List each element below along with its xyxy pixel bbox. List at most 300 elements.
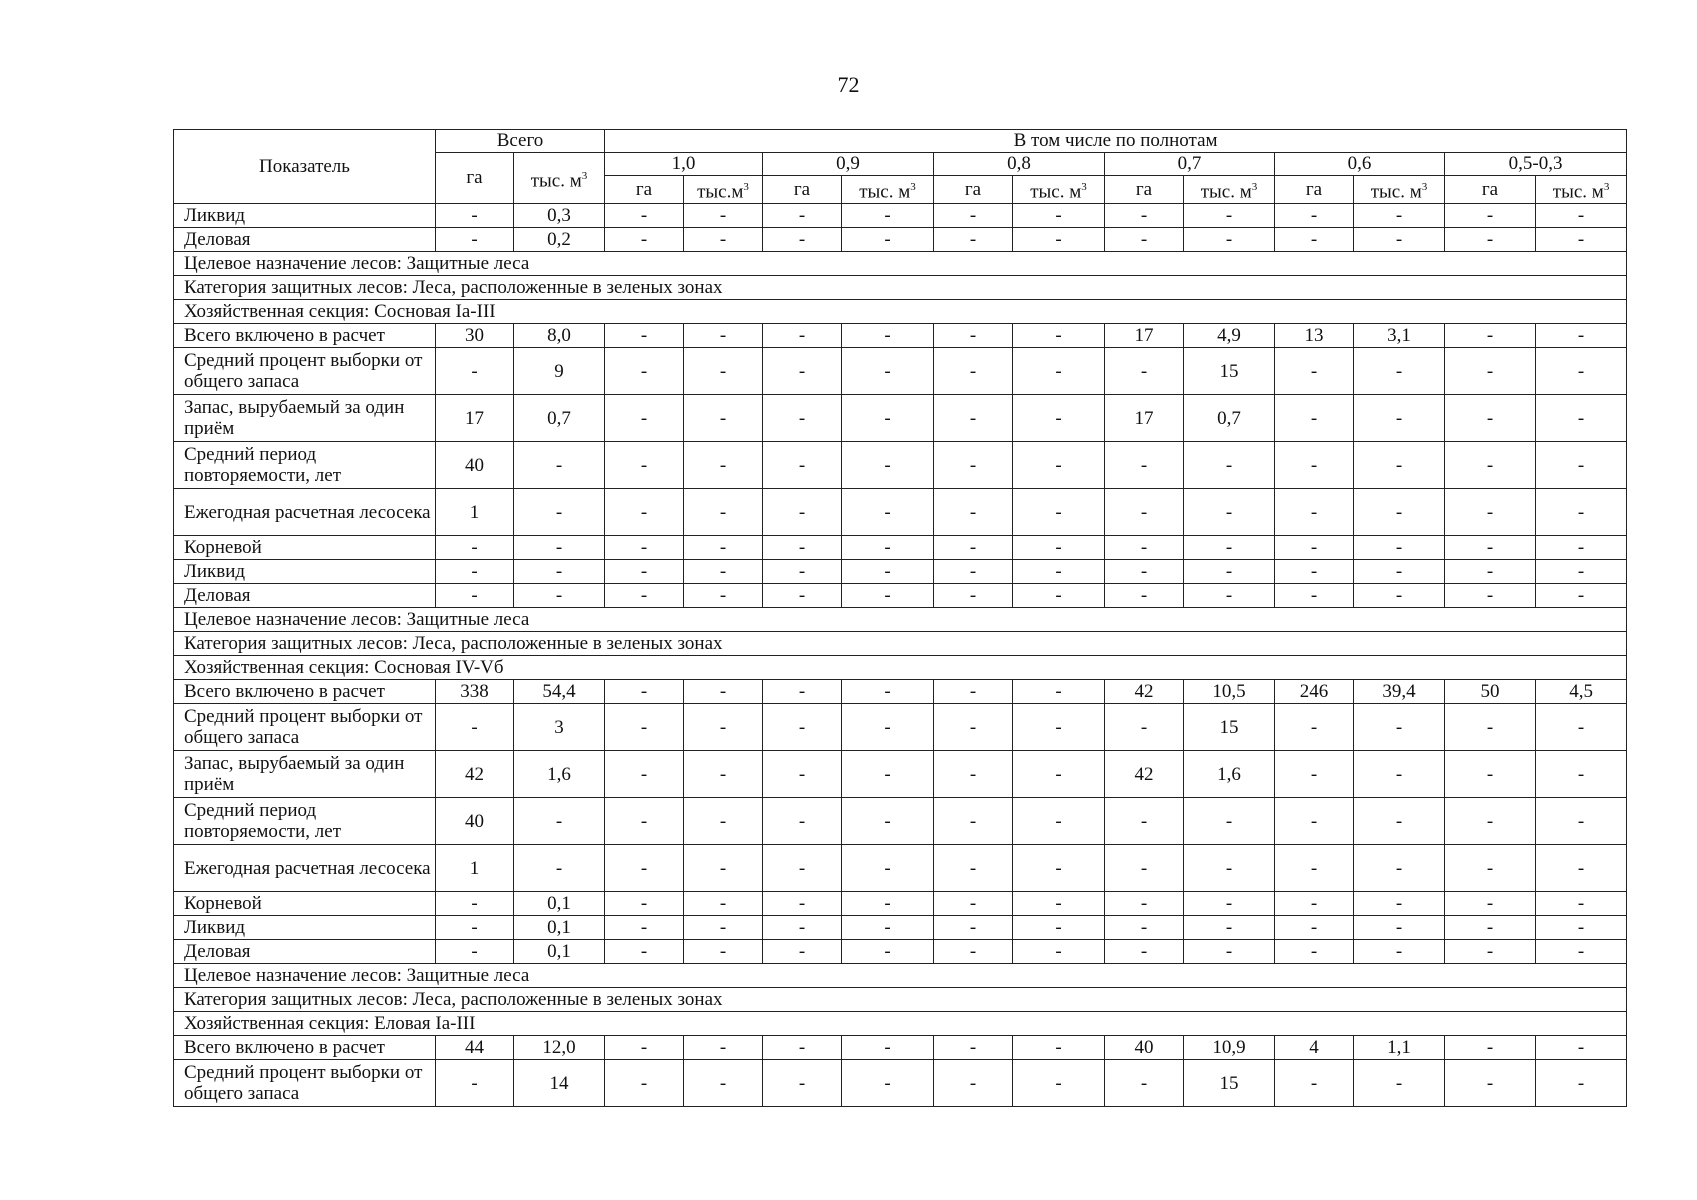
table-cell: 12,0 (514, 1036, 605, 1060)
table-body (174, 204, 1627, 1107)
table-cell: - (1275, 348, 1354, 395)
table-cell: - (1105, 348, 1184, 395)
table-cell: - (1445, 1060, 1536, 1107)
table-cell: - (1105, 442, 1184, 489)
row-label: Ликвид (174, 916, 436, 940)
table-cell: - (1105, 798, 1184, 845)
table-cell: 30 (436, 324, 514, 348)
table-cell: - (1445, 442, 1536, 489)
header-unit-volume: тыс. $м^3$ (1184, 176, 1275, 204)
table-cell: - (842, 324, 934, 348)
section-label: Категория защитных лесов: Леса, расположенные в зеленых зонах (174, 632, 1627, 656)
table-cell: - (763, 395, 842, 442)
section-row (174, 632, 1627, 656)
table-cell: - (842, 560, 934, 584)
table-cell: - (1275, 584, 1354, 608)
table-cell: - (934, 916, 1013, 940)
table-cell: - (1536, 228, 1627, 252)
table-cell: - (763, 584, 842, 608)
row-label: Ежегодная расчетная лесосека (174, 845, 436, 892)
table-cell: - (1184, 560, 1275, 584)
table-row (174, 536, 1627, 560)
table-cell: 3 (514, 704, 605, 751)
table-cell: - (605, 680, 684, 704)
table-cell: - (1354, 348, 1445, 395)
table-row (174, 1036, 1627, 1060)
table-row (174, 228, 1627, 252)
table-cell: - (605, 560, 684, 584)
table-cell: - (1275, 395, 1354, 442)
table-cell: 9 (514, 348, 605, 395)
table-cell: - (763, 560, 842, 584)
table-cell: - (842, 536, 934, 560)
table-cell: - (1445, 892, 1536, 916)
header-density-1-0: 1,0 (605, 153, 763, 176)
table-cell: - (842, 204, 934, 228)
header-unit-volume: $тыс.м^3$ (684, 176, 763, 204)
table-row (174, 704, 1627, 751)
table-cell: - (1445, 560, 1536, 584)
table-cell: - (1536, 442, 1627, 489)
table-cell: - (436, 892, 514, 916)
table-cell: - (842, 704, 934, 751)
table-cell: - (1354, 845, 1445, 892)
row-label: Всего включено в расчет (174, 680, 436, 704)
table-cell: - (763, 1036, 842, 1060)
section-label: Хозяйственная секция: Еловая Ia-III (174, 1012, 1627, 1036)
table-cell: - (1275, 228, 1354, 252)
header-density-0-8: 0,8 (934, 153, 1105, 176)
table-cell: - (1105, 584, 1184, 608)
table-cell: - (514, 798, 605, 845)
table-cell: - (934, 798, 1013, 845)
table-cell: - (1013, 704, 1105, 751)
table-cell: - (934, 489, 1013, 536)
table-cell: - (842, 228, 934, 252)
table-cell: - (1536, 560, 1627, 584)
table-cell: - (842, 940, 934, 964)
table-cell: - (605, 845, 684, 892)
table-cell: - (436, 1060, 514, 1107)
table-row (174, 584, 1627, 608)
table-cell: - (1445, 324, 1536, 348)
table-cell: - (436, 560, 514, 584)
table-cell: 13 (1275, 324, 1354, 348)
table-cell: - (1184, 845, 1275, 892)
row-label: Деловая (174, 940, 436, 964)
table-header (174, 130, 1627, 204)
table-cell: - (514, 560, 605, 584)
forest-calculation-table (173, 129, 1627, 1107)
table-cell: - (1105, 892, 1184, 916)
table-cell: - (1013, 489, 1105, 536)
table-row (174, 442, 1627, 489)
header-density-group: В том числе по полнотам (605, 130, 1627, 153)
table-cell: - (1013, 1060, 1105, 1107)
table-cell: - (436, 940, 514, 964)
table-cell: - (605, 798, 684, 845)
table-cell: 1,6 (1184, 751, 1275, 798)
table-cell: - (1536, 395, 1627, 442)
table-cell: - (1105, 1060, 1184, 1107)
table-cell: - (1275, 751, 1354, 798)
table-cell: - (514, 584, 605, 608)
row-label: Средний процент выборки от общего запаса (174, 704, 436, 751)
table-cell: - (763, 704, 842, 751)
table-cell: - (842, 395, 934, 442)
table-cell: 17 (436, 395, 514, 442)
table-cell: - (934, 584, 1013, 608)
table-cell: - (842, 584, 934, 608)
table-cell: - (1354, 1060, 1445, 1107)
table-cell: - (1354, 751, 1445, 798)
table-cell: 42 (436, 751, 514, 798)
table-cell: - (684, 892, 763, 916)
header-unit-volume: тыс. $м^3$ (1354, 176, 1445, 204)
table-cell: - (436, 704, 514, 751)
table-cell: - (514, 489, 605, 536)
table-cell: - (763, 845, 842, 892)
table-row (174, 489, 1627, 536)
table-cell: - (1184, 489, 1275, 536)
header-total: Всего (436, 130, 605, 153)
table-cell: 10,5 (1184, 680, 1275, 704)
row-label: Всего включено в расчет (174, 1036, 436, 1060)
table-cell: - (1354, 395, 1445, 442)
table-cell: 17 (1105, 395, 1184, 442)
table-cell: - (1013, 228, 1105, 252)
table-cell: - (1013, 1036, 1105, 1060)
table-cell: - (1536, 1060, 1627, 1107)
table-cell: - (1105, 489, 1184, 536)
table-cell: - (763, 892, 842, 916)
table-cell: - (1445, 204, 1536, 228)
table-cell: 44 (436, 1036, 514, 1060)
table-cell: - (436, 584, 514, 608)
row-label: Ликвид (174, 560, 436, 584)
table-cell: 15 (1184, 1060, 1275, 1107)
table-cell: - (605, 1036, 684, 1060)
table-cell: 50 (1445, 680, 1536, 704)
table-cell: - (1536, 892, 1627, 916)
table-cell: 40 (436, 798, 514, 845)
table-cell: - (934, 324, 1013, 348)
table-cell: - (934, 1036, 1013, 1060)
table-cell: - (1536, 798, 1627, 845)
row-label: Всего включено в расчет (174, 324, 436, 348)
table-cell: - (934, 560, 1013, 584)
table-cell: - (684, 940, 763, 964)
table-cell: 0,1 (514, 940, 605, 964)
table-cell: - (934, 442, 1013, 489)
table-cell: - (1536, 536, 1627, 560)
table-cell: - (1013, 798, 1105, 845)
table-cell: - (1105, 704, 1184, 751)
table-cell: - (1013, 204, 1105, 228)
table-cell: - (1105, 228, 1184, 252)
table-cell: - (842, 845, 934, 892)
table-cell: - (1184, 940, 1275, 964)
table-cell: 17 (1105, 324, 1184, 348)
table-row (174, 348, 1627, 395)
header-indicator: Показатель (174, 130, 436, 204)
table-cell: - (1536, 916, 1627, 940)
table-cell: - (605, 395, 684, 442)
table-cell: - (605, 584, 684, 608)
table-row (174, 680, 1627, 704)
table-cell: - (1536, 584, 1627, 608)
table-cell: - (1275, 798, 1354, 845)
table-cell: 1 (436, 845, 514, 892)
table-cell: - (1184, 892, 1275, 916)
table-cell: - (1354, 442, 1445, 489)
table-cell: - (1445, 751, 1536, 798)
table-cell: - (684, 536, 763, 560)
section-row (174, 252, 1627, 276)
table-cell: 14 (514, 1060, 605, 1107)
header-unit-ha: га (1275, 176, 1354, 204)
table-cell: - (605, 442, 684, 489)
table-cell: - (514, 536, 605, 560)
header-density-0-5-0-3: 0,5-0,3 (1445, 153, 1627, 176)
table-cell: - (1536, 1036, 1627, 1060)
section-label: Целевое назначение лесов: Защитные леса (174, 964, 1627, 988)
table-row (174, 1060, 1627, 1107)
table-cell: - (842, 798, 934, 845)
table-cell: - (763, 204, 842, 228)
table-cell: - (763, 751, 842, 798)
table-cell: - (684, 704, 763, 751)
table-cell: - (1445, 489, 1536, 536)
table-cell: - (605, 228, 684, 252)
header-density-0-9: 0,9 (763, 153, 934, 176)
table-cell: - (684, 204, 763, 228)
table-cell: - (605, 536, 684, 560)
table-cell: - (684, 584, 763, 608)
table-cell: - (1275, 204, 1354, 228)
header-density-0-7: 0,7 (1105, 153, 1275, 176)
table-cell: - (1184, 204, 1275, 228)
section-row (174, 608, 1627, 632)
table-cell: - (1536, 845, 1627, 892)
table-cell: 1,1 (1354, 1036, 1445, 1060)
table-cell: - (1184, 798, 1275, 845)
table-cell: - (934, 348, 1013, 395)
table-cell: - (684, 1036, 763, 1060)
table-cell: - (684, 680, 763, 704)
table-cell: - (934, 940, 1013, 964)
table-cell: - (1536, 204, 1627, 228)
row-label: Средний процент выборки от общего запаса (174, 348, 436, 395)
section-label: Хозяйственная секция: Сосновая Ia-III (174, 300, 1627, 324)
table-cell: - (763, 916, 842, 940)
section-row (174, 1012, 1627, 1036)
table-cell: - (1275, 536, 1354, 560)
row-label: Ликвид (174, 204, 436, 228)
row-label: Деловая (174, 584, 436, 608)
table-cell: - (763, 489, 842, 536)
section-label: Целевое назначение лесов: Защитные леса (174, 252, 1627, 276)
table-cell: - (436, 916, 514, 940)
table-cell: - (1354, 798, 1445, 845)
section-row (174, 964, 1627, 988)
table-cell: - (934, 228, 1013, 252)
table-cell: - (605, 348, 684, 395)
table-cell: 42 (1105, 680, 1184, 704)
table-cell: - (1013, 536, 1105, 560)
table-cell: 3,1 (1354, 324, 1445, 348)
table-cell: - (605, 892, 684, 916)
table-cell: - (1536, 324, 1627, 348)
table-cell: - (1354, 560, 1445, 584)
table-row (174, 560, 1627, 584)
table-cell: 4,5 (1536, 680, 1627, 704)
header-unit-ha: га (605, 176, 684, 204)
table-cell: - (1013, 892, 1105, 916)
table-cell: - (934, 1060, 1013, 1107)
table-cell: - (1536, 940, 1627, 964)
table-cell: - (842, 751, 934, 798)
table-cell: - (684, 916, 763, 940)
table-cell: 1,6 (514, 751, 605, 798)
table-cell: - (842, 916, 934, 940)
section-row (174, 276, 1627, 300)
table-cell: - (1013, 845, 1105, 892)
table-cell: - (1013, 584, 1105, 608)
table-cell: - (934, 395, 1013, 442)
table-cell: - (605, 751, 684, 798)
table-cell: 4,9 (1184, 324, 1275, 348)
table-cell: - (1354, 916, 1445, 940)
table-cell: - (763, 798, 842, 845)
table-cell: - (842, 892, 934, 916)
table-row (174, 845, 1627, 892)
table-row (174, 892, 1627, 916)
table-cell: - (684, 395, 763, 442)
table-cell: - (1354, 584, 1445, 608)
table-cell: - (1105, 536, 1184, 560)
table-cell: - (684, 1060, 763, 1107)
row-label: Деловая (174, 228, 436, 252)
table-cell: 246 (1275, 680, 1354, 704)
row-label: Средний процент выборки от общего запаса (174, 1060, 436, 1107)
table-cell: - (1445, 536, 1536, 560)
table-cell: - (1275, 442, 1354, 489)
table-cell: - (1275, 845, 1354, 892)
row-label: Запас, вырубаемый за один приём (174, 751, 436, 798)
table-cell: 0,7 (514, 395, 605, 442)
table-row (174, 395, 1627, 442)
table-cell: - (605, 940, 684, 964)
table-cell: - (684, 798, 763, 845)
table-cell: 1 (436, 489, 514, 536)
table-cell: - (1445, 228, 1536, 252)
table-cell: - (1275, 489, 1354, 536)
table-row (174, 204, 1627, 228)
table-cell: 10,9 (1184, 1036, 1275, 1060)
header-total-volume: тыс. $м^3$ (514, 153, 605, 204)
table-cell: 8,0 (514, 324, 605, 348)
section-label: Целевое назначение лесов: Защитные леса (174, 608, 1627, 632)
table-cell: 39,4 (1354, 680, 1445, 704)
table-row (174, 940, 1627, 964)
table-cell: - (1013, 324, 1105, 348)
table-cell: - (684, 228, 763, 252)
table-cell: 0,3 (514, 204, 605, 228)
table-cell: - (1354, 940, 1445, 964)
table-cell: - (1445, 584, 1536, 608)
table-cell: - (1354, 204, 1445, 228)
table-cell: - (842, 1060, 934, 1107)
table-cell: - (1105, 845, 1184, 892)
table-cell: - (1013, 442, 1105, 489)
table-cell: - (1445, 704, 1536, 751)
table-row (174, 916, 1627, 940)
table-cell: 40 (1105, 1036, 1184, 1060)
section-row (174, 300, 1627, 324)
section-label: Хозяйственная секция: Сосновая IV-Vб (174, 656, 1627, 680)
table-cell: - (934, 845, 1013, 892)
table-cell: - (1013, 348, 1105, 395)
table-row (174, 324, 1627, 348)
table-cell: - (934, 536, 1013, 560)
row-label: Средний период повторяемости, лет (174, 442, 436, 489)
table-cell: - (842, 1036, 934, 1060)
table-cell: 338 (436, 680, 514, 704)
table-cell: 40 (436, 442, 514, 489)
table-cell: - (763, 324, 842, 348)
header-unit-ha: га (934, 176, 1013, 204)
table-cell: - (436, 204, 514, 228)
table-cell: - (1105, 940, 1184, 964)
table-cell: - (1275, 940, 1354, 964)
table-cell: - (1354, 536, 1445, 560)
table-cell: - (1445, 916, 1536, 940)
section-row (174, 656, 1627, 680)
row-label: Корневой (174, 892, 436, 916)
table-cell: - (763, 940, 842, 964)
table-cell: - (934, 204, 1013, 228)
table-cell: - (1184, 536, 1275, 560)
table-cell: - (1445, 395, 1536, 442)
header-total-ha: га (436, 153, 514, 204)
table-cell: - (684, 751, 763, 798)
table-cell: - (684, 845, 763, 892)
table-cell: 15 (1184, 348, 1275, 395)
row-label: Корневой (174, 536, 436, 560)
table-cell: - (1445, 798, 1536, 845)
table-cell: - (763, 348, 842, 395)
table-cell: - (1275, 560, 1354, 584)
header-density-0-6: 0,6 (1275, 153, 1445, 176)
table-cell: - (1184, 916, 1275, 940)
table-cell: - (763, 680, 842, 704)
table-cell: 0,1 (514, 892, 605, 916)
header-unit-volume: тыс. $м^3$ (1013, 176, 1105, 204)
table-cell: - (934, 751, 1013, 798)
table-cell: - (684, 324, 763, 348)
table-cell: - (1354, 892, 1445, 916)
table-cell: - (1445, 1036, 1536, 1060)
table-cell: - (1184, 228, 1275, 252)
table-cell: - (1275, 704, 1354, 751)
section-label: Категория защитных лесов: Леса, расположенные в зеленых зонах (174, 276, 1627, 300)
table-cell: - (1445, 940, 1536, 964)
table-cell: - (1013, 560, 1105, 584)
table-cell: - (1013, 751, 1105, 798)
table-cell: 54,4 (514, 680, 605, 704)
section-label: Категория защитных лесов: Леса, расположенные в зеленых зонах (174, 988, 1627, 1012)
